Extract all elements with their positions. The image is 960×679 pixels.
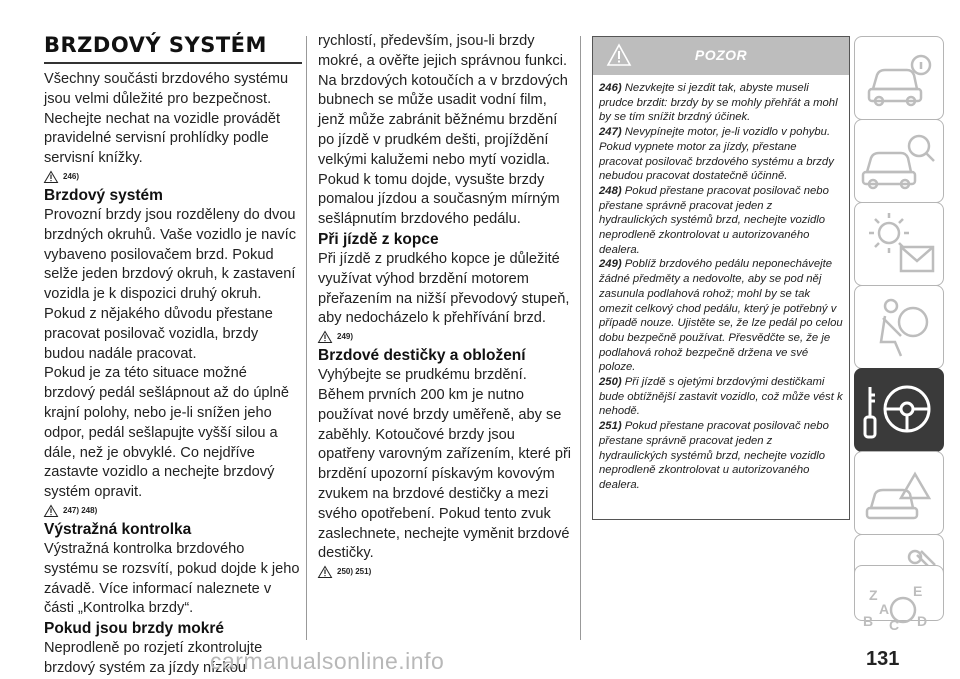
warning-reference: 250) 251): [318, 565, 574, 579]
paragraph: Na brzdových kotoučích a v brzdových bubnech se může usadit vodní film, jenž může zabránit běžnému brzdění po jízdě v prudkém dešti, projíždění velkými kalužemi nebo mytí vozidla. Pokud k tomu dojde, vysušte brzdy pomalou jízdou a současným mírným sešlápnutím brzdového pedálu.: [318, 72, 568, 228]
paragraph: Pokud je za této situace možné brzdový pedál sešlápnout až do úplně krajní polohy, nebo je-li snížen jeho odpor, pedál sešlapujte vyšší silou a dále, než je obvyklé. Co nejdříve zastavte vozidlo a nechejte brzdový systém opravit.: [44, 365, 290, 501]
warning-number: 249): [599, 258, 622, 271]
tab-seatbelt-airbag[interactable]: [854, 285, 944, 369]
tab-car-search[interactable]: [854, 119, 944, 203]
warning-triangle-icon: [318, 331, 332, 343]
tab-emergency[interactable]: [854, 451, 944, 535]
warning-triangle-icon: [44, 171, 58, 183]
paragraph: rychlostí, především, jsou-li brzdy mokré, a ověřte jejich správnou funkci.: [318, 33, 568, 69]
svg-text:E: E: [913, 583, 923, 599]
alphabetical-index-icon: [855, 566, 943, 648]
page-number: 131: [866, 648, 900, 670]
seatbelt-airbag-icon: [855, 286, 943, 368]
warning-item: 247) Nevypínejte motor, je-li vozidlo v pohybu. Pokud vypnete motor za jízdy, přestane pracovat posilovač brzdového systému a brzdy nebudou pracovat dostatečně účinně.: [599, 126, 834, 183]
title-underline: [44, 62, 302, 64]
warning-reference: 246): [44, 170, 300, 184]
svg-text:D: D: [917, 613, 928, 629]
warning-item: 250) Při jízdě s ojetými brzdovými destičkami bude obtížnější zastavit vozidlo, což může vést k nehodě.: [599, 376, 843, 418]
heading-brake-pads: Brzdové destičky a obložení: [318, 347, 526, 365]
car-search-icon: [855, 120, 943, 202]
svg-text:C: C: [889, 617, 900, 633]
warning-number: 248): [599, 184, 622, 197]
heading-brake-system: Brzdový systém: [44, 186, 163, 204]
middle-column: [318, 32, 574, 581]
tab-car-info[interactable]: [854, 36, 944, 120]
warning-body: [593, 75, 849, 493]
tab-alphabetical-index[interactable]: [854, 565, 944, 633]
warning-item: 248) Pokud přestane pracovat posilovač nebo přestane správně pracovat jeden z hydraulických systémů brzd, nechejte vozidlo neprodleně zkontrolovat u autorizovaného dealera.: [599, 184, 829, 256]
warning-lights-icon: [855, 203, 943, 285]
warning-item: 251) Pokud přestane pracovat posilovač nebo přestane správně pracovat jeden z hydraulických systémů brzd, nechejte vozidlo neprodleně zkontrolovat u autorizovaného dealera.: [599, 420, 829, 491]
car-info-icon: [855, 37, 943, 119]
svg-text:B: B: [863, 613, 874, 629]
warning-triangle-icon: [44, 505, 58, 517]
paragraph: Provozní brzdy jsou rozděleny do dvou brzdných okruhů. Vaše vozidlo je navíc vybaveno posilovačem brzd. Pokud selže jeden brzdový okruh, k zastavení vozidla je k dispozici druhý okruh. Pokud z nějakého důvodu přestane pracovat posilovač vozidla, brzdy budou nadále pracovat.: [44, 206, 297, 362]
paragraph: Vyhýbejte se prudkému brzdění. Během prvních 200 km je nutno používat nové brzdy uměřeně, aby se zaběhly. Kotoučové brzdy jsou opatřeny varovným zařízením, které při brzdění upozorní pískavým kovovým zvukem na brzdové destičky a mezi svého opotřebení. Pokud tento zvuk zaslechnete, nechejte vyměnit brzdové destičky.: [318, 367, 572, 562]
warning-header: [593, 37, 849, 75]
paragraph: Neprodleně po rozjetí zkontrolujte brzdový systém za jízdy nízkou: [44, 640, 263, 676]
warning-box: [592, 36, 850, 520]
warning-number: 251): [599, 420, 622, 433]
roadside-emergency-icon: [855, 452, 943, 534]
warning-number: 247): [599, 126, 622, 139]
tab-starting-driving[interactable]: [854, 368, 944, 452]
column-divider: [580, 36, 581, 640]
heading-downhill: Při jízdě z kopce: [318, 230, 439, 248]
column-divider: [306, 36, 307, 640]
steering-key-icon: [855, 369, 943, 451]
intro-paragraph: Všechny součásti brzdového systému jsou velmi důležité pro bezpečnost. Nechejte nechat na vozidle provádět pravidelné servisní prohlídky podle servisní knížky.: [44, 71, 289, 167]
tab-warning-lights[interactable]: [854, 202, 944, 286]
watermark: carmanualsonline.info: [210, 648, 445, 674]
heading-warning-light: Výstražná kontrolka: [44, 520, 192, 538]
warning-triangle-icon: [318, 566, 332, 578]
warning-item: 246) Nezvkejte si jezdit tak, abyste museli prudce brzdit: brzdy by se mohly přehřát a mohl by se tím snížit brzdný účinek.: [599, 82, 838, 124]
left-column: [44, 32, 300, 679]
warning-item: 249) Poblíž brzdového pedálu neponechávejte žádné předměty a nedovolte, aby se pod něj zasunula podlahová rohož; mohl by se tak omezit celkový chod pedálu, který je potřebný v případě nouze. Ujistěte se, že lze pedál po celou dobu bezpečně používat. Přesvědčte se, že je podlahová rohož bezpečně držena ve své poloze.: [599, 258, 843, 374]
svg-text:Z: Z: [869, 587, 878, 603]
warning-reference: 247) 248): [44, 504, 300, 518]
warning-number: 250): [599, 376, 622, 389]
warning-reference: 249): [318, 330, 574, 344]
warning-number: 246): [599, 82, 622, 94]
paragraph: Při jízdě z prudkého kopce je důležité využívat výhod brzdění motorem přeřazením na nižší převodový stupeň, aby nedocházelo k přehřívání brzd.: [318, 250, 570, 327]
svg-text:A: A: [879, 601, 890, 617]
warning-title: POZOR: [694, 47, 748, 63]
section-title: BRZDOVÝ SYSTÉM: [44, 33, 267, 57]
paragraph: Výstražná kontrolka brzdového systému se rozsvítí, pokud dojde k jeho závadě. Více informací naleznete v části „Kontrolka brzdy“.: [44, 540, 300, 617]
heading-wet-brakes: Pokud jsou brzdy mokré: [44, 620, 225, 638]
